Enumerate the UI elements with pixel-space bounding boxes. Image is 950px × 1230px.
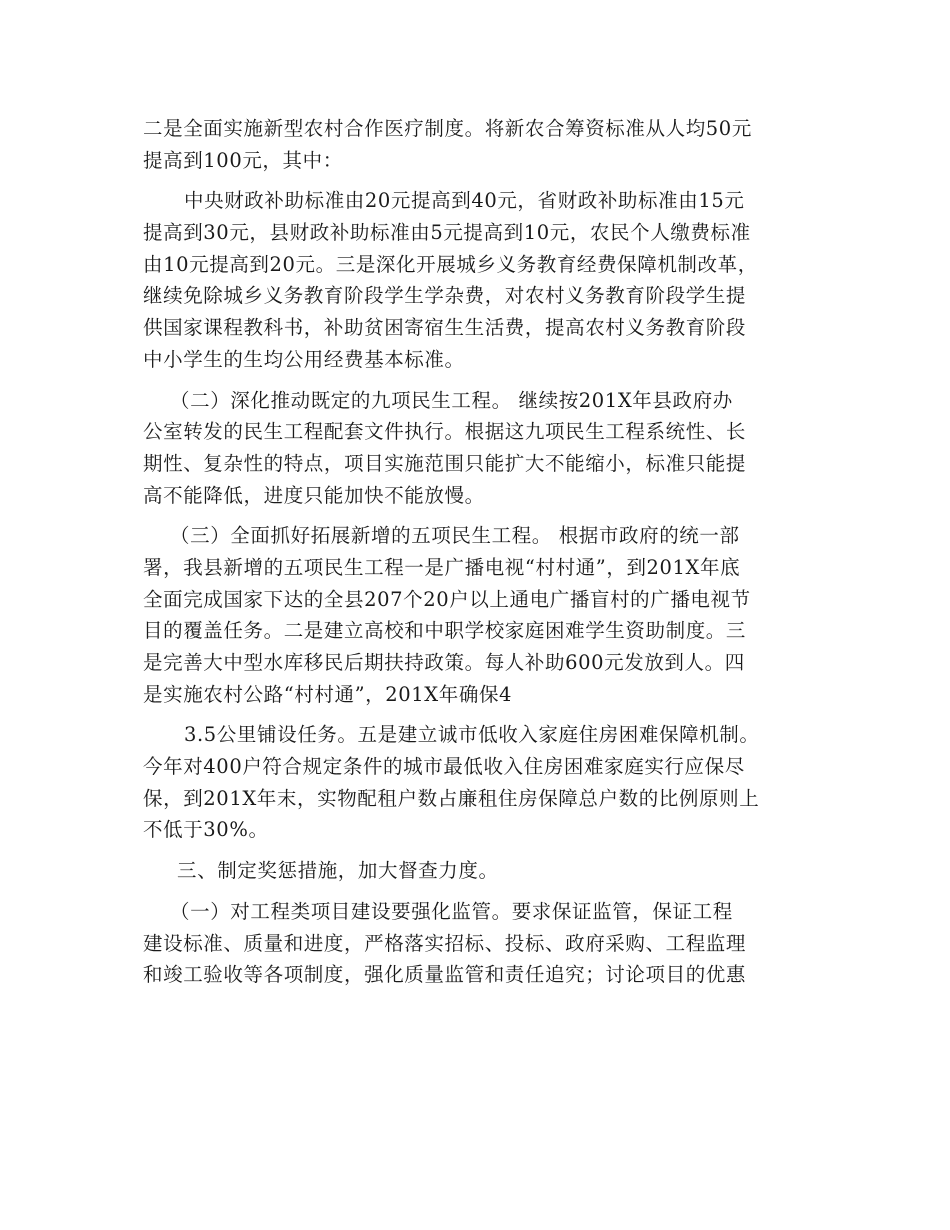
text-line: 中小学生的生均公用经费基本标准。: [143, 347, 465, 371]
text-line: 提高到100元，其中：: [143, 148, 343, 172]
text-line: 保，到201X年末，实物配租户数占廉租住房保障总户数的比例原则上: [143, 786, 760, 810]
section-heading-line: （一）对工程类项目建设要强化监管。要求保证监管，保证工程: [170, 899, 733, 923]
text-line: 期性、复杂性的特点，项目实施范围只能扩大不能缩小，标准只能提: [143, 451, 747, 475]
text-line: 继续免除城乡义务教育阶段学生学杂费，对农村义务教育阶段学生提: [143, 284, 747, 308]
text-line: 中央财政补助标准由20元提高到40元，省财政补助标准由15元: [184, 189, 745, 213]
text-line: 目的覆盖任务。二是建立高校和中职学校家庭困难学生资助制度。三: [143, 619, 747, 643]
text-line: 署，我县新增的五项民生工程一是广播电视“村村通”，到201X年底: [143, 555, 741, 579]
text-line: 二是全面实施新型农村合作医疗制度。将新农合筹资标准从人均50元: [143, 117, 752, 140]
text-line: 是完善大中型水库移民后期扶持政策。每人补助600元发放到人。四: [143, 651, 745, 674]
text-line: 由10元提高到20元。三是深化开展城乡义务教育经费保障机制改革，: [143, 252, 758, 276]
text-line: 全面完成国家下达的全县207个20户以上通电广播盲村的广播电视节: [143, 587, 751, 611]
text-line: 和竣工验收等各项制度，强化质量监管和责任追究；讨论项目的优惠: [143, 963, 747, 987]
text-line: 供国家课程教科书，补助贫困寄宿生生活费，提高农村义务教育阶段: [143, 316, 747, 340]
section-heading-line: 三、制定奖惩措施，加大督查力度。: [177, 859, 499, 883]
text-line: 3.5公里铺设任务。五是建立诚市低收入家庭住房困难保障机制。: [184, 723, 760, 747]
text-line: 提高到30元，县财政补助标准由5元提高到10元，农民个人缴费标准: [143, 221, 751, 245]
text-line: 今年对400户符合规定条件的城市最低收入住房困难家庭实行应保尽: [143, 755, 745, 779]
text-line: 建设标准、质量和进度，严格落实招标、投标、政府采购、工程监理: [143, 931, 747, 955]
text-line: 高不能降低，进度只能加快不能放慢。: [143, 483, 485, 507]
text-line: 是实施农村公路“村村通”，201X年确保4: [143, 682, 513, 706]
document-body: [143, 113, 808, 991]
section-heading-line: （二）深化推动既定的九项民生工程。 继续按201X年县政府办: [170, 388, 733, 412]
section-heading-line: （三）全面抓好拓展新增的五项民生工程。 根据市政府的统一部: [170, 524, 740, 548]
text-line: 公室转发的民生工程配套文件执行。根据这九项民生工程系统性、长: [143, 420, 747, 444]
text-line: 不低于30%。: [143, 818, 269, 842]
